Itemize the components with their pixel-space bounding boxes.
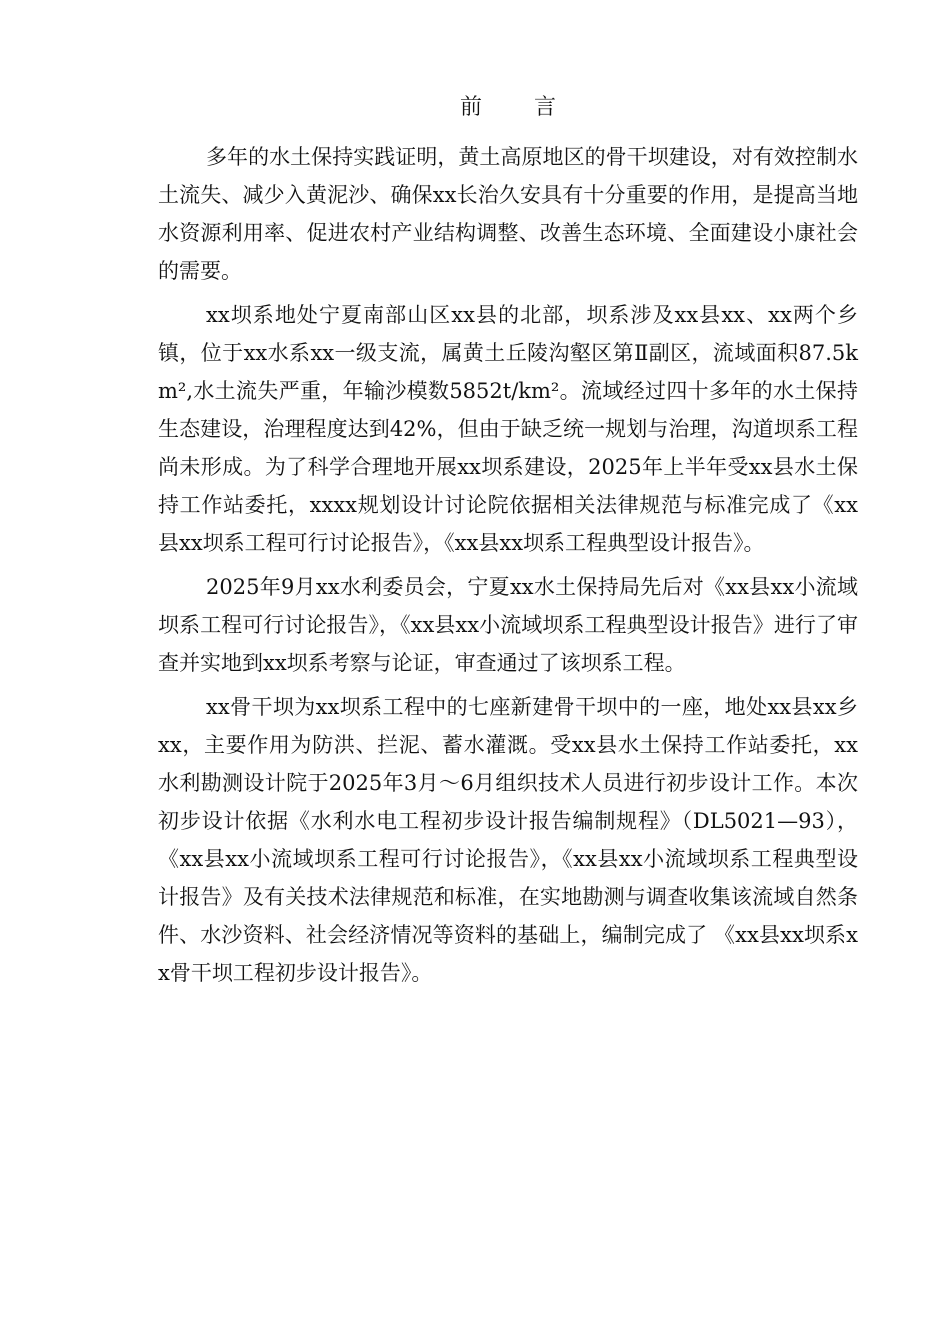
paragraph-1: 多年的水土保持实践证明，黄土高原地区的骨干坝建设，对有效控制水土流失、减少入黄泥沙、确保xx长治久安具有十分重要的作用，是提高当地水资源利用率、促进农村产业结构调整、改善生态环境、全面建设小康社会的需要。 <box>158 145 858 283</box>
paragraph-2: xx坝系地处宁夏南部山区xx县的北部，坝系涉及xx县xx、xx两个乡镇，位于xx水系xx一级支流，属黄土丘陵沟壑区第Ⅱ副区，流域面积87.5km²,水土流失严重，年输沙模数5852t/km²。流域经过四十多年的水土保持生态建设，治理程度达到42%，但由于缺乏统一规划与治理，沟道坝系工程尚未形成。为了科学合理地开展xx坝系建设，2025年上半年受xx县水土保持工作站委托，xxxx规划设计讨论院依据相关法律规范与标准完成了《xx县xx坝系工程可行讨论报告》，《xx县xx坝系工程典型设计报告》。 <box>158 303 858 555</box>
paragraph-4: xx骨干坝为xx坝系工程中的七座新建骨干坝中的一座，地处xx县xx乡xx，主要作用为防洪、拦泥、蓄水灌溉。受xx县水土保持工作站委托，xx水利勘测设计院于2025年3月～6月组织技术人员进行初步设计工作。本次初步设计依据《水利水电工程初步设计报告编制规程》（DL5021—93），《xx县xx小流域坝系工程可行讨论报告》，《xx县xx小流域坝系工程典型设计报告》及有关技术法律规范和标准，在实地勘测与调查收集该流域自然条件、水沙资料、社会经济情况等资料的基础上，编制完成了 《xx县xx坝系xx骨干坝工程初步设计报告》。 <box>158 695 858 985</box>
paragraph-3: 2025年9月xx水利委员会，宁夏xx水土保持局先后对《xx县xx小流域坝系工程可行讨论报告》，《xx县xx小流域坝系工程典型设计报告》进行了审查并实地到xx坝系考察与论证，审查通过了该坝系工程。 <box>158 575 858 675</box>
page-title: 前言 <box>459 95 608 120</box>
document-page <box>158 88 858 998</box>
